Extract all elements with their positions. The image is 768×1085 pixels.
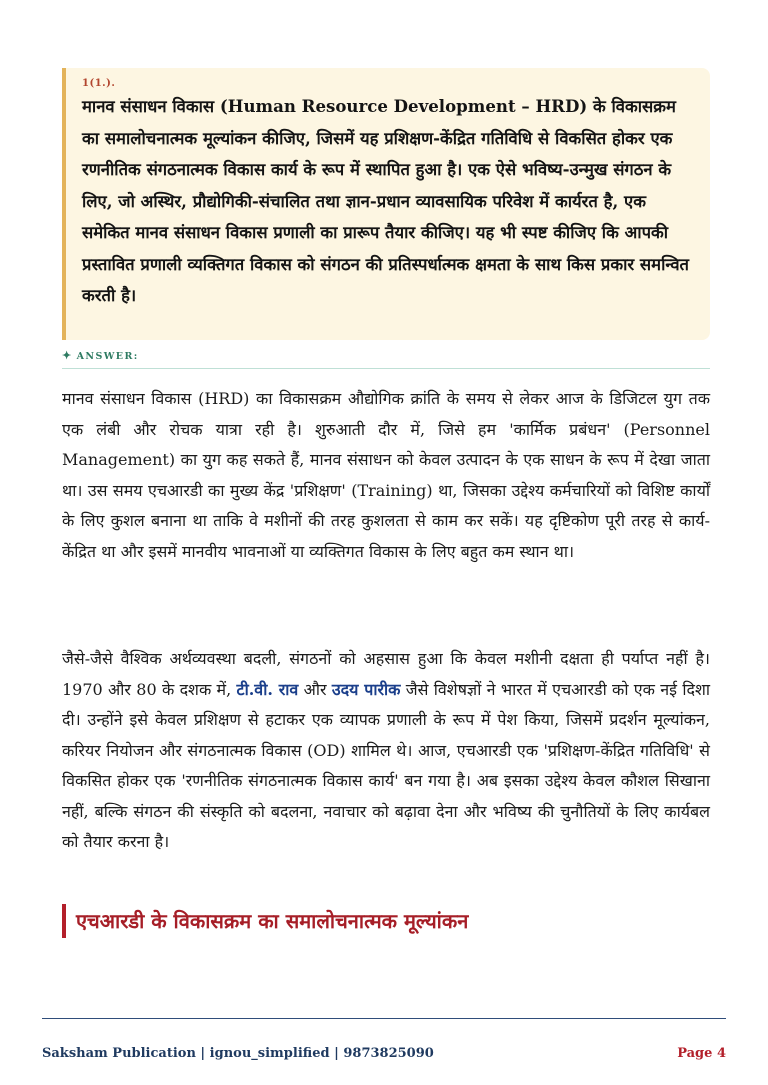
answer-label	[62, 349, 710, 369]
answer-label-text: ANSWER:	[76, 351, 139, 362]
footer-divider	[42, 1018, 726, 1019]
highlight-name-udai-pareek: उदय पारीक	[331, 679, 401, 699]
answer-paragraph-2	[62, 644, 710, 858]
question-text: मानव संसाधन विकास (Human Resource Development – HRD) के विकासक्रम का समालोचनात्मक मूल्यांकन कीजिए, जिसमें यह प्रशिक्षण-केंद्रित गतिविधि से विकसित होकर एक रणनीतिक संगठनात्मक विकास कार्य के रूप में स्थापित हुआ है। एक ऐसे भविष्य-उन्मुख संगठन के लिए, जो अस्थिर, प्रौद्योगिकी-संचालित तथा ज्ञान-प्रधान व्यावसायिक परिवेश में कार्यरत है, एक समेकित मानव संसाधन विकास प्रणाली का प्रारूप तैयार कीजिए। यह भी स्पष्ट कीजिए कि आपकी प्रस्तावित प्रणाली व्यक्तिगत विकास को संगठन की प्रतिस्पर्धात्मक क्षमता के साथ किस प्रकार समन्वित करती है।	[82, 96, 690, 305]
paragraph-2-and: और	[298, 679, 332, 699]
question-box	[62, 68, 710, 340]
footer-publisher: Saksham Publication | ignou_simplified | 9873825090	[42, 1046, 434, 1061]
paragraph-2-part-1: जैसे-जैसे वैश्विक अर्थव्यवस्था बदली, संगठनों को अहसास हुआ कि केवल मशीनी दक्षता ही पर्याप्त नहीं है। 1970 और 80 के दशक में,	[62, 649, 710, 699]
question-number: 1(1.).	[82, 78, 116, 89]
highlight-name-tv-rao: टी.वी. राव	[236, 679, 299, 699]
diamond-icon: ✦	[62, 349, 73, 362]
answer-paragraph-1: मानव संसाधन विकास (HRD) का विकासक्रम औद्योगिक क्रांति के समय से लेकर आज के डिजिटल युग तक एक लंबी और रोचक यात्रा रही है। शुरुआती दौर में, जिसे हम 'कार्मिक प्रबंधन' (Personnel Management) का युग कह सकते हैं, मानव संसाधन को केवल उत्पादन के एक साधन के रूप में देखा जाता था। उस समय एचआरडी का मुख्य केंद्र 'प्रशिक्षण' (Training) था, जिसका उद्देश्य कर्मचारियों को विशिष्ट कार्यों के लिए कुशल बनाना था ताकि वे मशीनों की तरह कुशलता से काम कर सकें। यह दृष्टिकोण पूरी तरह से कार्य-केंद्रित था और इसमें मानवीय भावनाओं या व्यक्तिगत विकास के लिए बहुत कम स्थान था।	[62, 389, 710, 561]
page-number: Page 4	[677, 1046, 726, 1061]
section-heading: एचआरडी के विकासक्रम का समालोचनात्मक मूल्यांकन	[62, 904, 724, 938]
paragraph-2-part-2: जैसे विशेषज्ञों ने भारत में एचआरडी को एक नई दिशा दी। उन्होंने इसे केवल प्रशिक्षण से हटाकर एक व्यापक प्रणाली के रूप में पेश किया, जिसमें प्रदर्शन मूल्यांकन, करियर नियोजन और संगठनात्मक विकास (OD) शामिल थे। आज, एचआरडी एक 'प्रशिक्षण-केंद्रित गतिविधि' से विकसित होकर एक 'रणनीतिक संगठनात्मक विकास कार्य' बन गया है। अब इसका उद्देश्य केवल कौशल सिखाना नहीं, बल्कि संगठन की संस्कृति को बदलना, नवाचार को बढ़ावा देना और भविष्य की चुनौतियों के लिए कार्यबल को तैयार करना है।	[62, 679, 710, 851]
